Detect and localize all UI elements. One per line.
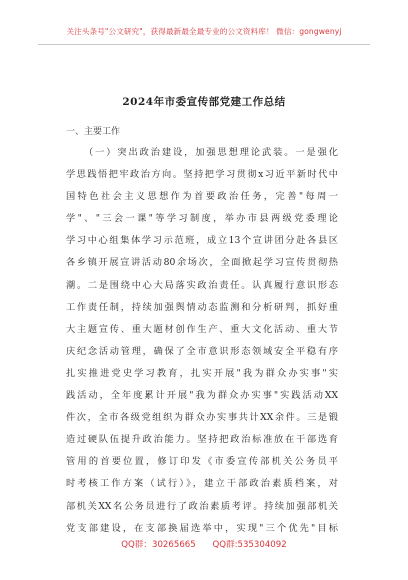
body-line: 学习中心组集体学习示范班，成立13个宣讲团分赴各县区 — [66, 235, 338, 247]
footer-qq-group-2: QQ群:535304092 — [212, 540, 287, 550]
body-line: 件次，全市各级党组织为群众办实事共计XX余件。三是锻 — [66, 412, 338, 424]
body-line: 党支部建设，在支部换届选举中，实现"三个优先"目标 — [66, 522, 338, 534]
section-heading: 一、主要工作 — [66, 127, 121, 137]
body-line: 庆纪念活动管理，确保了全市意识形态领域安全平稳有序 — [66, 345, 338, 357]
body-line: 学"、"三会一课"等学习制度，举办市县两级党委理论 — [66, 213, 338, 225]
header-divider — [38, 44, 370, 45]
document-title: 2024年市委宣传部党建工作总结 — [122, 96, 286, 108]
body-line: 管用的首要位置，修订印发《市委宣传部机关公务员平 — [66, 456, 338, 468]
body-line: 学思践悟把牢政治方向。坚持把学习贯彻x习近平新时代中 — [66, 169, 338, 181]
body-line: 工作责任制，持续加强舆情动态监测和分析研判，抓好重 — [66, 301, 338, 313]
body-line: 国特色社会主义思想作为首要政治任务，完善"每周一 — [66, 191, 338, 203]
header-note: 关注头条号"公文研究"，获得最新最全最专业的公文资料库！ 微信：gongwenyj — [66, 27, 342, 36]
body-line: （一）突出政治建设，加强思想理论武装。一是强化 — [84, 147, 338, 158]
body-line: 时考核工作方案（试行）》，建立干部政治素质档案，对 — [66, 478, 338, 490]
document-body — [66, 142, 338, 540]
body-line: 各乡镇开展宣讲活动80余场次，全面掀起学习宣传贯彻热 — [66, 257, 338, 269]
body-line: 践活动，全年度累计开展"我为群众办实事"实践活动XX — [66, 390, 338, 402]
body-line: 大主题宣传、重大题材创作生产、重大文化活动、重大节 — [66, 323, 338, 335]
body-line: 潮。二是围绕中心大局落实政治责任。认真履行意识形态 — [66, 279, 338, 291]
body-line: 部机关XX名公务员进行了政治素质考评。持续加强部机关 — [66, 500, 338, 512]
footer-contact — [0, 538, 408, 550]
footer-qq-group-1: QQ群：30265665 — [121, 540, 196, 550]
body-line: 造过硬队伍提升政治能力。坚持把政治标准放在干部选育 — [66, 434, 338, 446]
body-line: 扎实推进党史学习教育，扎实开展"我为群众办实事"实 — [66, 367, 338, 379]
